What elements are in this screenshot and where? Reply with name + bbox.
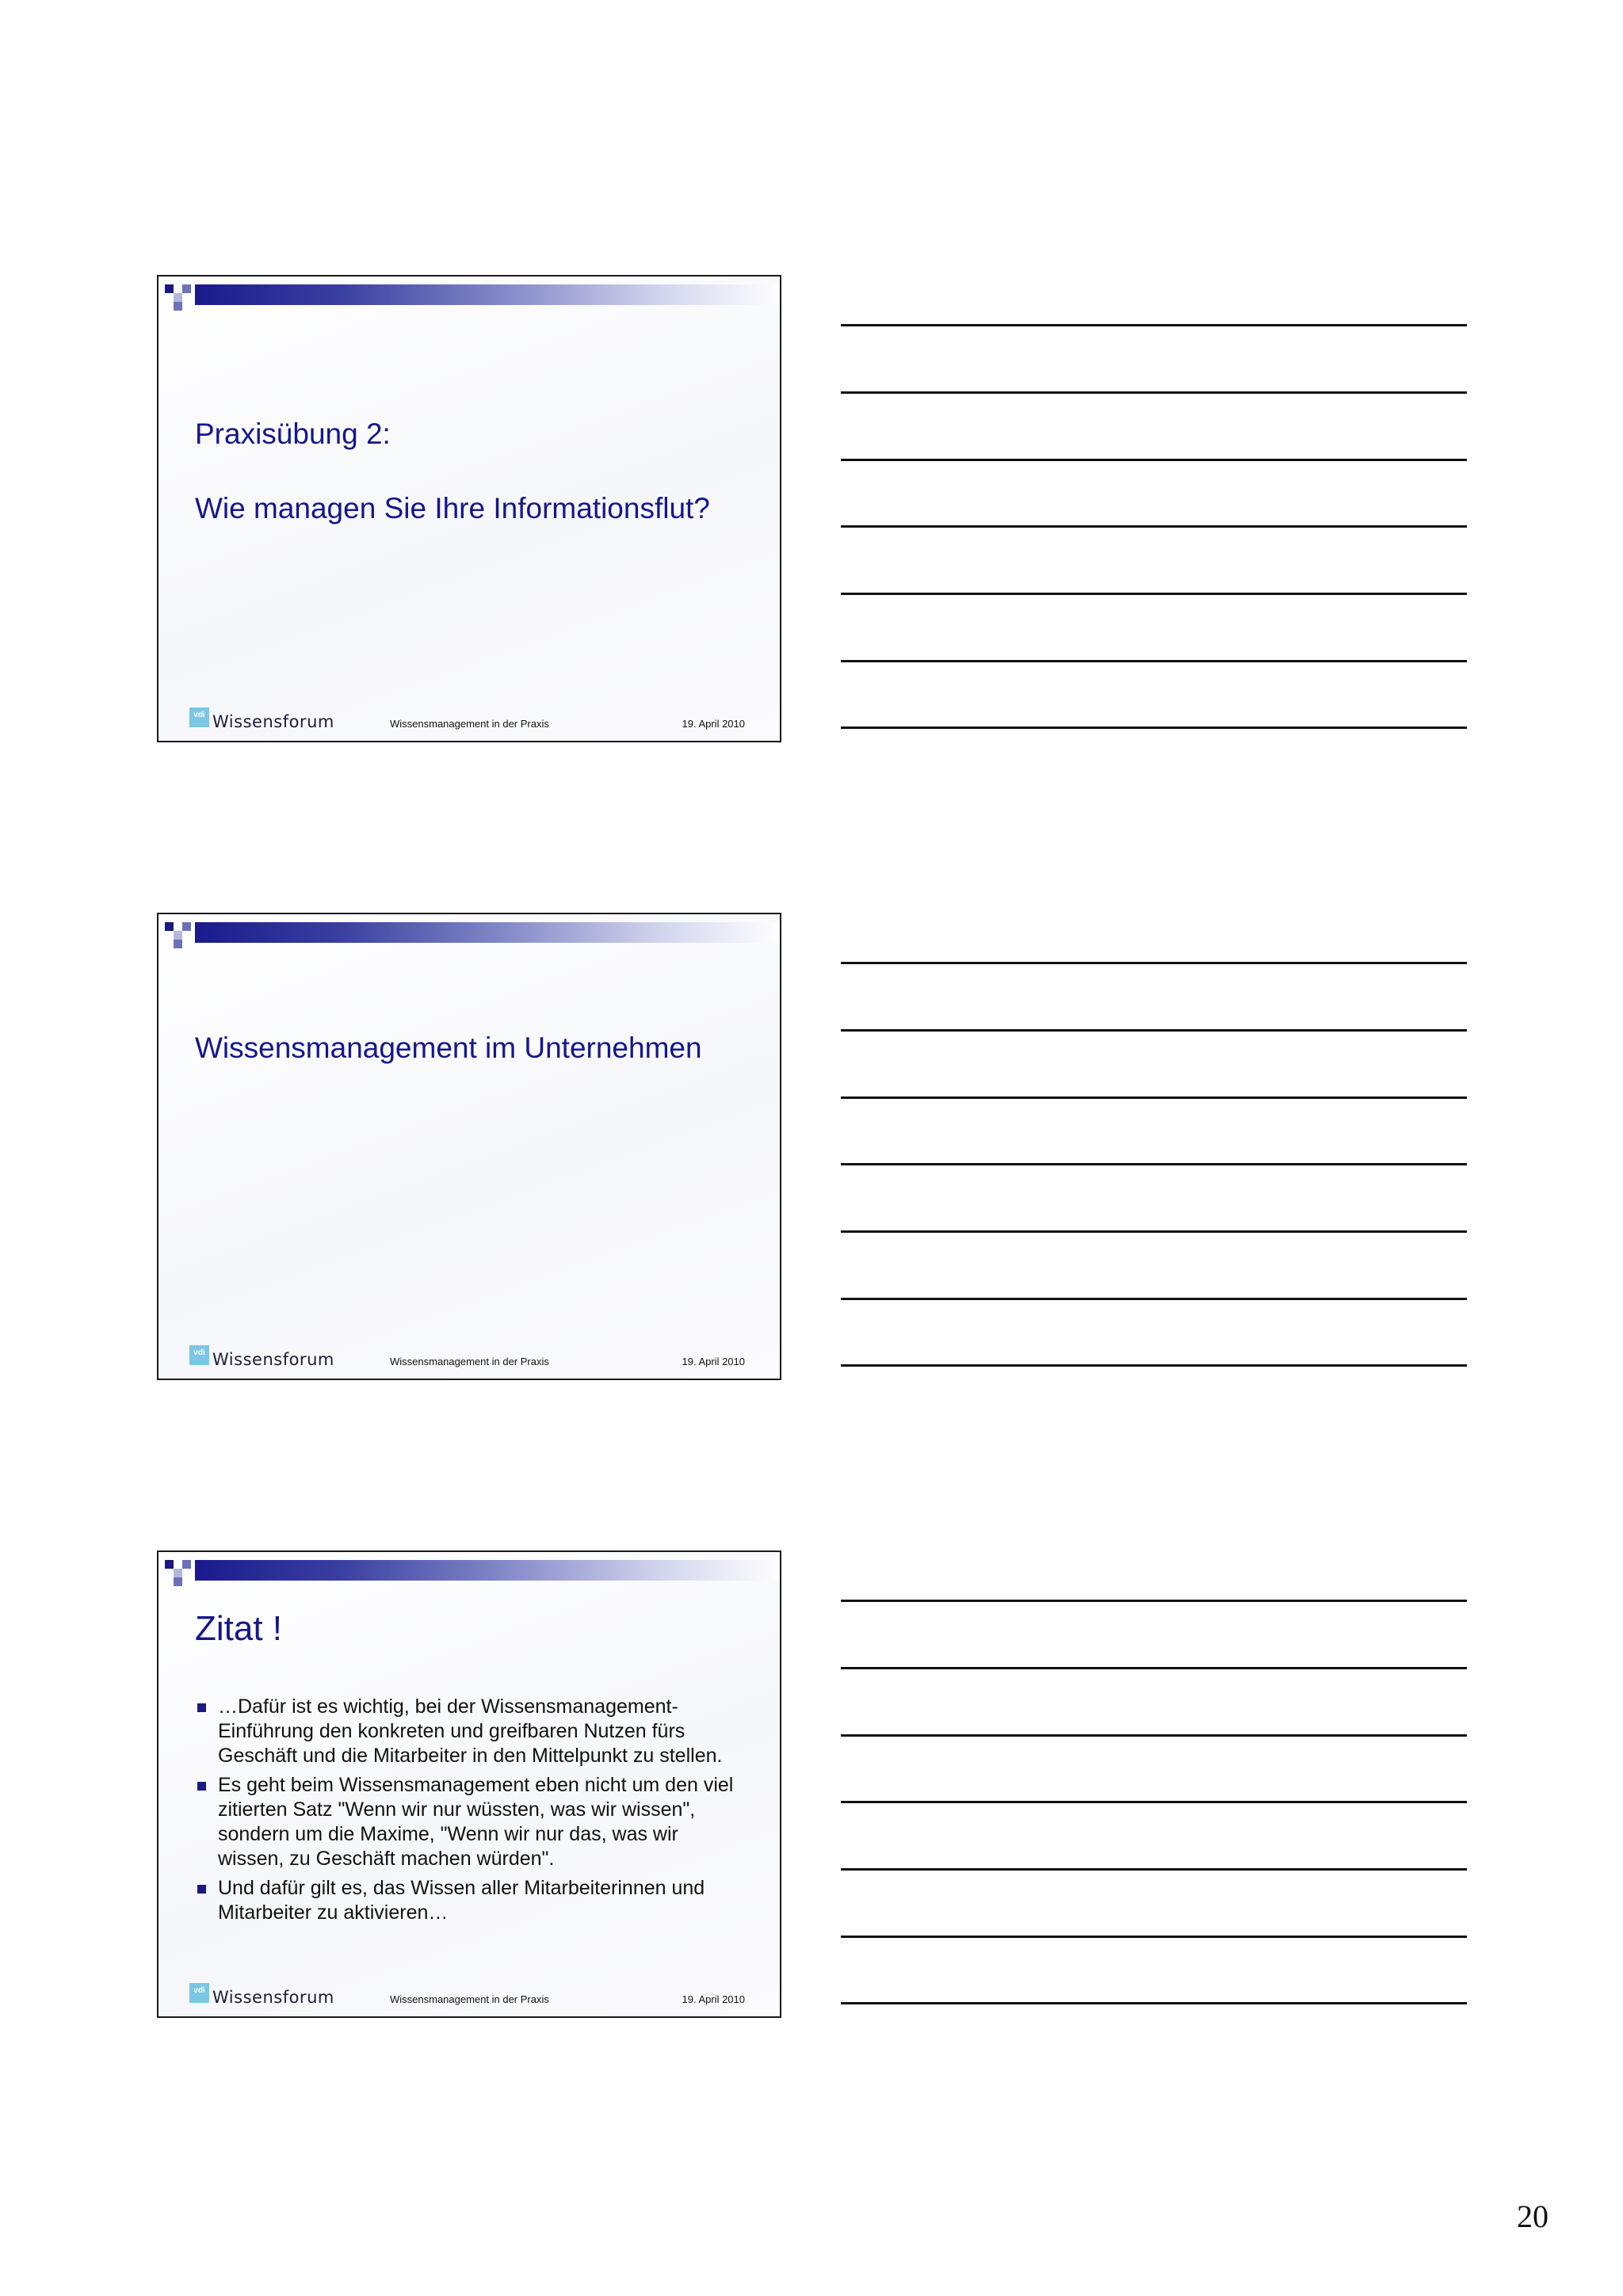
bullet-item — [195, 1876, 742, 1925]
logo-text: Wissensforum — [212, 1350, 334, 1369]
vdi-logo — [189, 1983, 332, 2005]
slide-title: Praxisübung 2: — [195, 418, 391, 450]
decor-square — [174, 1577, 182, 1586]
note-line — [841, 1298, 1467, 1300]
note-line — [841, 1868, 1467, 1871]
header-band — [195, 284, 781, 305]
header-band — [195, 922, 781, 943]
logo-badge: vdi — [189, 707, 209, 727]
note-line — [841, 2002, 1467, 2004]
note-line — [841, 1936, 1467, 1938]
decor-square — [182, 1560, 191, 1569]
decor-square — [182, 922, 191, 931]
vdi-logo — [189, 1345, 332, 1367]
footer-title: Wissensmanagement in der Praxis — [390, 1993, 549, 2005]
note-line — [841, 1734, 1467, 1737]
bullet-square-icon — [197, 1703, 206, 1712]
slide-1 — [157, 275, 781, 742]
bullet-list — [195, 1695, 742, 1930]
note-line — [841, 593, 1467, 595]
bullet-text: …Dafür ist es wichtig, bei der Wissensmanagement-Einführung den konkreten und greifbaren Nutzen fürs Geschäft und die Mitarbeiter in den Mittelpunkt zu stellen. — [218, 1695, 723, 1767]
decor-square — [165, 922, 174, 931]
slide-2 — [157, 913, 781, 1380]
note-line — [841, 459, 1467, 461]
decor-square — [174, 293, 182, 302]
bullet-text: Es geht beim Wissensmanagement eben nicht um den viel zitierten Satz "Wenn wir nur wüssten, was wir wissen", sondern um die Maxime, "Wenn wir nur das, was wir wissen, zu Geschäft machen würden". — [218, 1774, 734, 1870]
decor-square — [182, 284, 191, 293]
slide-title: Wissensmanagement im Unternehmen — [195, 1032, 702, 1064]
bullet-text: Und dafür gilt es, das Wissen aller Mitarbeiterinnen und Mitarbeiter zu aktivieren… — [218, 1877, 705, 1924]
decor-square — [174, 1569, 182, 1577]
note-line — [841, 391, 1467, 394]
footer-title: Wissensmanagement in der Praxis — [390, 1356, 549, 1367]
page-number: 20 — [1517, 2199, 1549, 2234]
note-line — [841, 1097, 1467, 1099]
bullet-square-icon — [197, 1885, 206, 1894]
decor-square — [174, 302, 182, 311]
note-line — [841, 1163, 1467, 1165]
note-line — [841, 1029, 1467, 1032]
note-line — [841, 1667, 1467, 1669]
note-line — [841, 962, 1467, 964]
decor-square — [165, 284, 174, 293]
slide-3 — [157, 1550, 781, 2018]
note-line — [841, 1364, 1467, 1367]
note-line — [841, 525, 1467, 528]
decor-square — [174, 940, 182, 948]
footer-date: 19. April 2010 — [682, 718, 745, 730]
footer-title: Wissensmanagement in der Praxis — [390, 718, 549, 730]
note-line — [841, 1600, 1467, 1602]
logo-badge: vdi — [189, 1345, 209, 1365]
slide-subtitle: Wie managen Sie Ihre Informationsflut? — [195, 492, 710, 524]
bullet-square-icon — [197, 1782, 206, 1791]
note-line — [841, 1801, 1467, 1803]
footer-date: 19. April 2010 — [682, 1993, 745, 2005]
note-line — [841, 727, 1467, 729]
header-band — [195, 1560, 781, 1581]
logo-badge: vdi — [189, 1983, 209, 2003]
note-line — [841, 1230, 1467, 1233]
logo-text: Wissensforum — [212, 1988, 334, 2007]
decor-square — [165, 1560, 174, 1569]
decor-square — [174, 931, 182, 940]
bullet-item — [195, 1695, 742, 1768]
bullet-item — [195, 1773, 742, 1871]
footer-date: 19. April 2010 — [682, 1356, 745, 1367]
logo-text: Wissensforum — [212, 712, 334, 731]
vdi-logo — [189, 707, 332, 730]
note-line — [841, 324, 1467, 326]
note-line — [841, 660, 1467, 662]
slide-title: Zitat ! — [195, 1609, 283, 1648]
